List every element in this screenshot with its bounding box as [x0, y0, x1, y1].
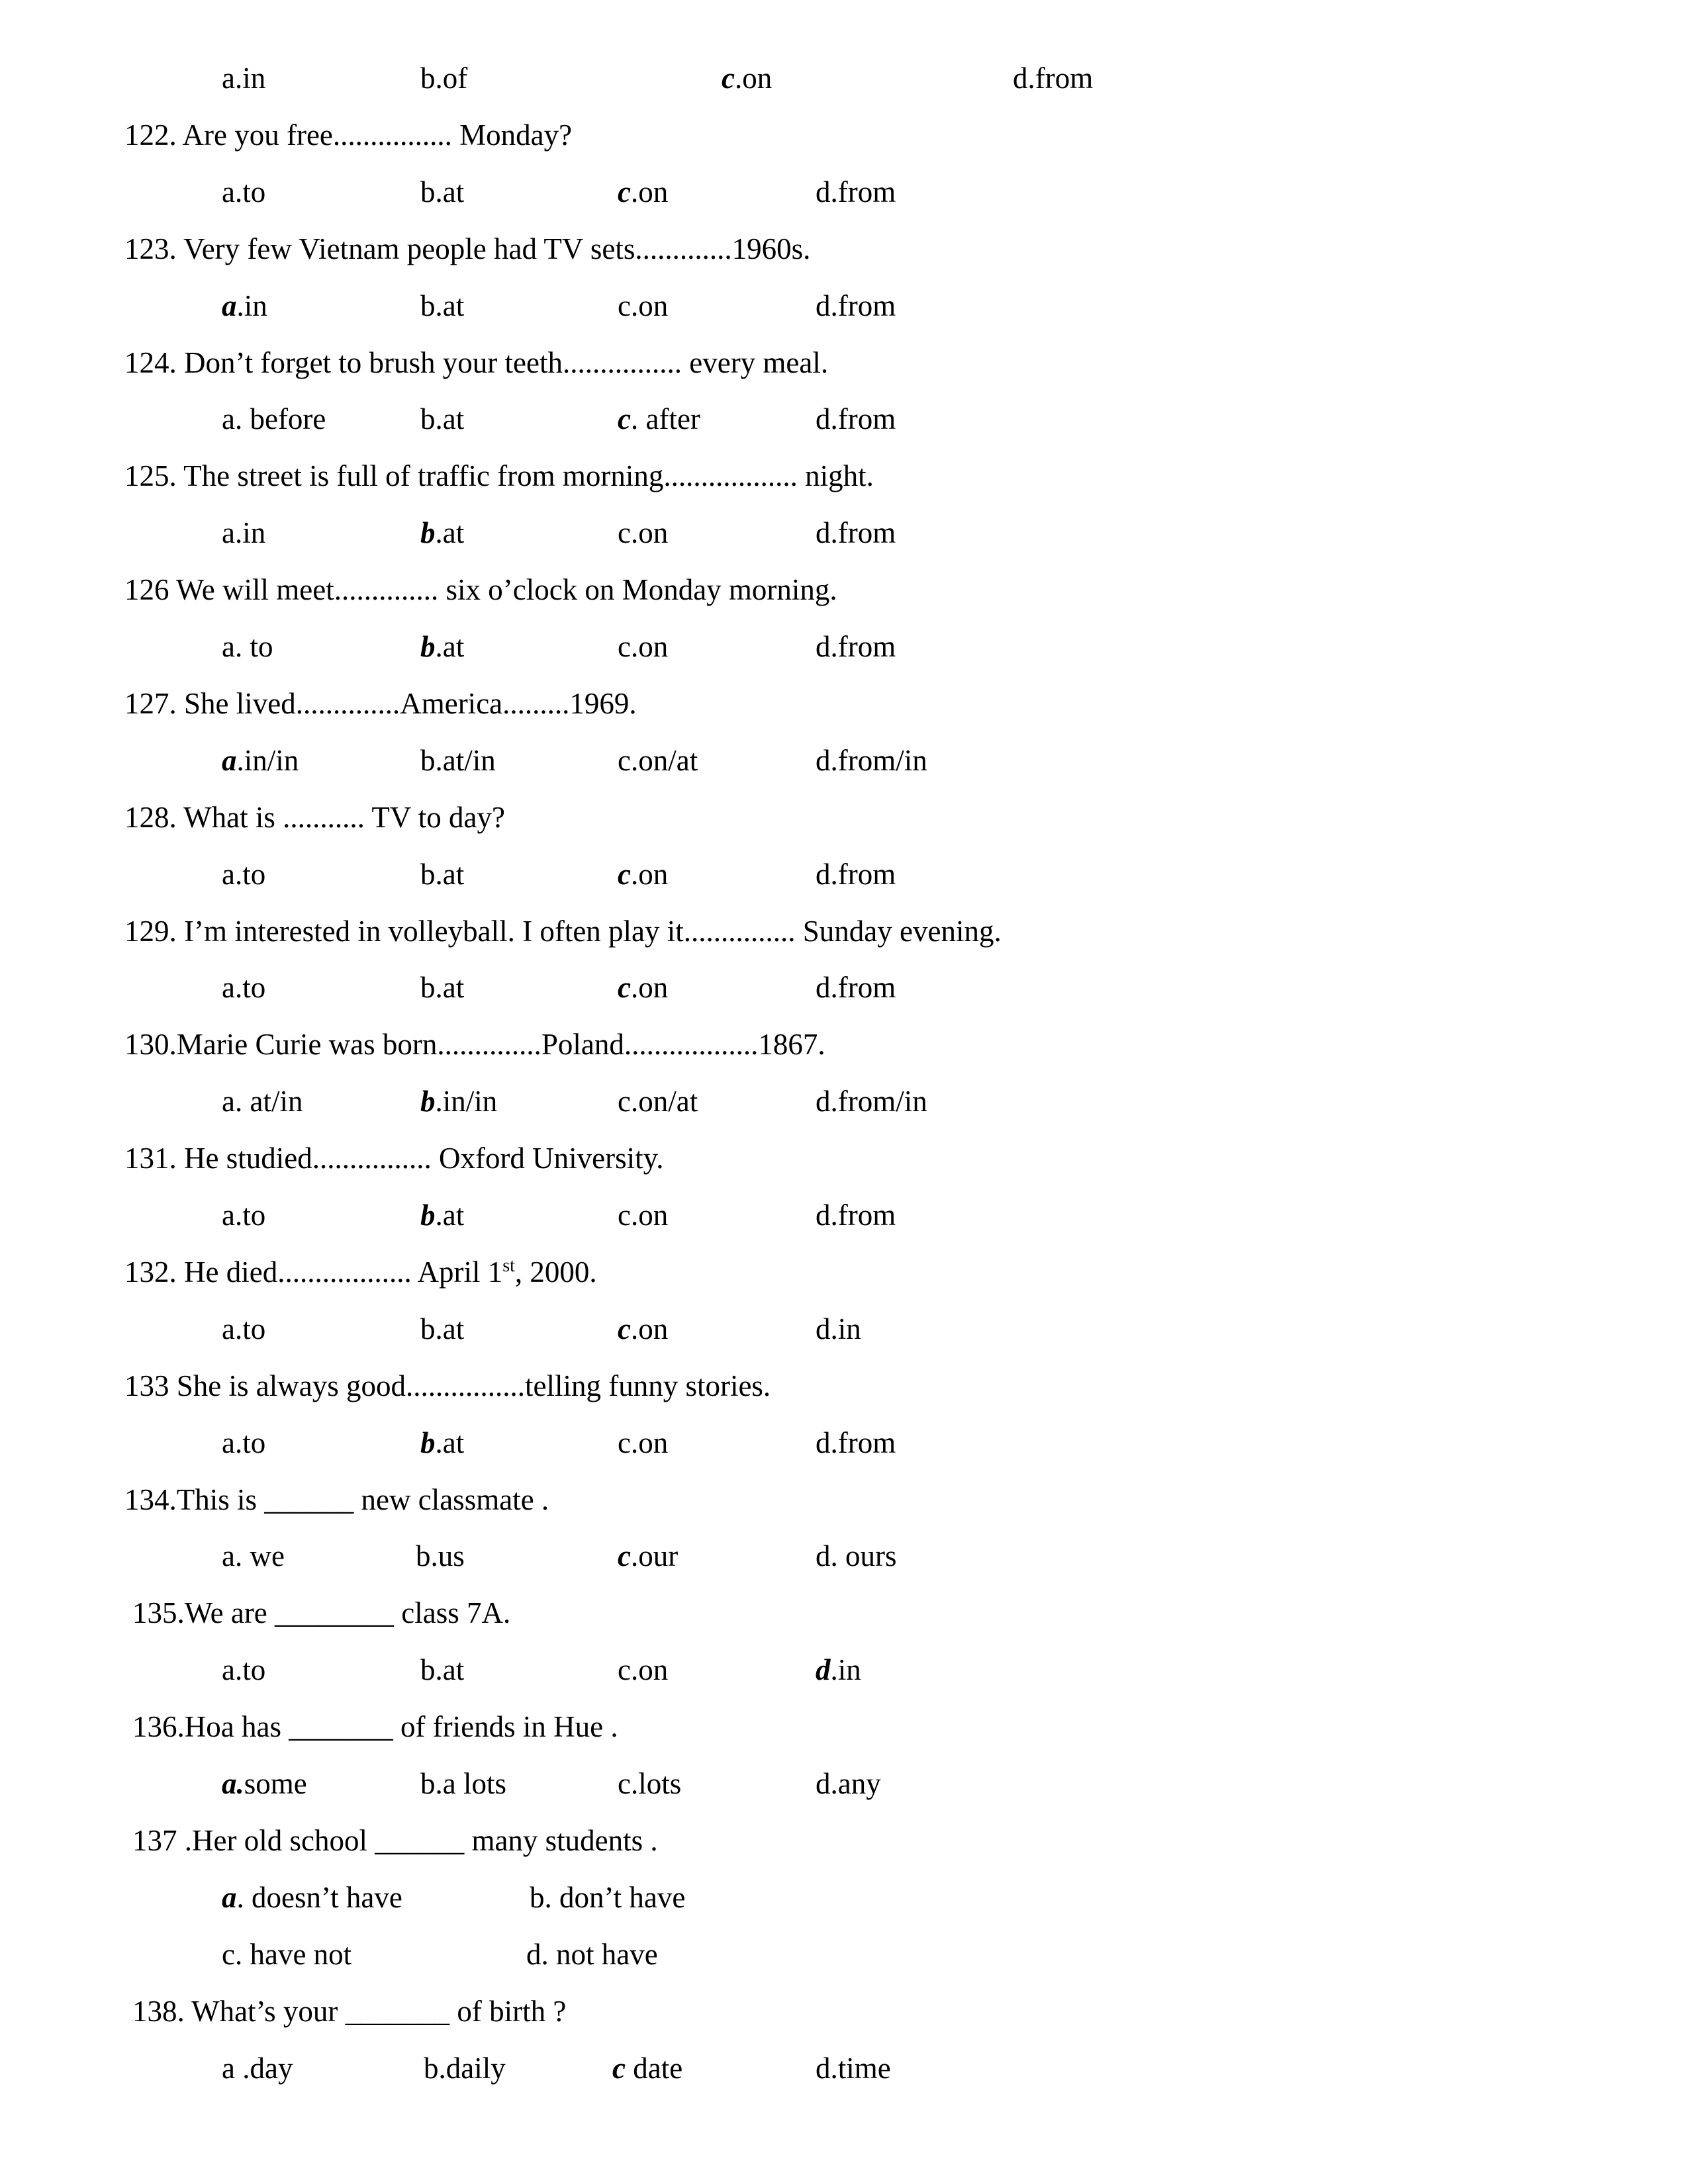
answer-option: b.at — [420, 1312, 465, 1345]
correct-answer-letter: c — [618, 971, 631, 1004]
answer-option: d.from — [816, 1199, 896, 1232]
question-text: 137 .Her old school ______ many students . — [132, 1824, 658, 1857]
answer-option: d.from — [816, 175, 896, 208]
correct-answer-letter: a — [222, 289, 237, 322]
correct-answer-letter: c — [722, 62, 735, 95]
correct-answer-letter: a — [222, 744, 237, 777]
question-text: 131. He studied................ Oxford University. — [124, 1142, 664, 1175]
answer-option: c.on — [618, 630, 669, 663]
answer-option: b.daily — [424, 2052, 506, 2085]
answer-option: d.from — [816, 516, 896, 549]
answer-option: d.from — [1013, 62, 1094, 95]
answer-option: b.us — [416, 1539, 465, 1572]
correct-answer-letter: c — [618, 1312, 631, 1345]
answer-option: c.our — [618, 1539, 679, 1572]
answer-option: a. doesn’t have — [222, 1881, 402, 1914]
correct-answer-letter: d — [816, 1653, 831, 1686]
answer-option: b.at — [420, 1426, 465, 1459]
answer-option: c.on — [618, 1312, 669, 1345]
answer-option: c. after — [618, 402, 700, 435]
question-text: 133 She is always good................telling funny stories. — [124, 1369, 771, 1402]
answer-option: d.in — [816, 1312, 861, 1345]
answer-option: c.lots — [618, 1767, 682, 1800]
answer-option: b.of — [420, 62, 468, 95]
superscript: st — [502, 1255, 515, 1276]
question-text: 129. I’m interested in volleyball. I often play it............... Sunday evening. — [124, 915, 1002, 948]
answer-option: b.at — [420, 1199, 465, 1232]
question-text: 123. Very few Vietnam people had TV sets.............1960s. — [124, 232, 811, 265]
question-text: 132. He died.................. April 1st, 2000. — [124, 1255, 597, 1289]
answer-option: a.to — [222, 858, 266, 891]
answer-option: c.on — [618, 516, 669, 549]
answer-option: b.at — [420, 1653, 465, 1686]
answer-option: c.on — [618, 858, 669, 891]
answer-option: a. we — [222, 1539, 285, 1572]
question-text: 134.This is ______ new classmate . — [124, 1483, 549, 1516]
question-text: 122. Are you free................ Monday? — [124, 118, 573, 152]
answer-option: b.at — [420, 516, 465, 549]
correct-answer-letter: b — [420, 1085, 436, 1118]
answer-option: c.on — [618, 1653, 669, 1686]
correct-answer-letter: b — [420, 630, 436, 663]
correct-answer-letter: b — [420, 1199, 436, 1232]
answer-option: c. have not — [222, 1938, 352, 1971]
answer-option: b.at — [420, 630, 465, 663]
answer-option: d.from — [816, 289, 896, 322]
question-text: 128. What is ........... TV to day? — [124, 801, 505, 834]
answer-option: b.at — [420, 289, 465, 322]
answer-option: d. ours — [816, 1539, 897, 1572]
answer-option: a.to — [222, 1199, 266, 1232]
answer-option: b.at — [420, 971, 465, 1004]
question-text: 135.We are ________ class 7A. — [132, 1596, 511, 1629]
correct-answer-letter: c — [618, 858, 631, 891]
answer-option: d.time — [816, 2052, 891, 2085]
answer-option: b.at/in — [420, 744, 496, 777]
answer-option: d.from — [816, 1426, 896, 1459]
answer-option: b. don’t have — [530, 1881, 686, 1914]
correct-answer-letter: c — [612, 2052, 626, 2085]
correct-answer-letter: c — [618, 175, 631, 208]
question-text: 124. Don’t forget to brush your teeth................ every meal. — [124, 346, 829, 379]
correct-answer-letter: c — [618, 1539, 631, 1572]
answer-option: a.in/in — [222, 744, 299, 777]
question-text: 126 We will meet.............. six o’clock on Monday morning. — [124, 573, 837, 606]
question-text: 138. What’s your _______ of birth ? — [132, 1995, 567, 2028]
correct-answer-letter: a — [222, 1881, 237, 1914]
answer-option: d.from — [816, 630, 896, 663]
answer-option: b.at — [420, 402, 465, 435]
question-text: 125. The street is full of traffic from morning.................. night. — [124, 459, 874, 492]
answer-option: d.in — [816, 1653, 861, 1686]
answer-option: c.on — [722, 62, 773, 95]
correct-answer-letter: b — [420, 1426, 436, 1459]
answer-option: d.from — [816, 971, 896, 1004]
question-text: 136.Hoa has _______ of friends in Hue . — [132, 1710, 618, 1743]
answer-option: a.in — [222, 289, 267, 322]
answer-option: c.on/at — [618, 744, 698, 777]
answer-option: c.on — [618, 1426, 669, 1459]
answer-option: c.on/at — [618, 1085, 698, 1118]
answer-option: a.some — [222, 1767, 307, 1800]
correct-answer-letter: c — [618, 402, 631, 435]
answer-option: d.from — [816, 402, 896, 435]
answer-option: c.on — [618, 971, 669, 1004]
answer-option: d.from — [816, 858, 896, 891]
answer-option: a.in — [222, 62, 266, 95]
answer-option: b.at — [420, 858, 465, 891]
answer-option: a.in — [222, 516, 266, 549]
answer-option: d. not have — [526, 1938, 658, 1971]
answer-option: b.a lots — [420, 1767, 506, 1800]
answer-option: a. at/in — [222, 1085, 303, 1118]
answer-option: a.to — [222, 1312, 266, 1345]
answer-option: a .day — [222, 2052, 293, 2085]
answer-option: c date — [612, 2052, 683, 2085]
question-text: 127. She lived..............America.........1969. — [124, 687, 637, 720]
correct-answer-letter: a. — [222, 1767, 244, 1800]
answer-option: c.on — [618, 175, 669, 208]
answer-option: b.at — [420, 175, 465, 208]
answer-option: d.any — [816, 1767, 881, 1800]
answer-option: c.on — [618, 1199, 669, 1232]
answer-option: a.to — [222, 175, 266, 208]
answer-option: d.from/in — [816, 744, 927, 777]
answer-option: b.in/in — [420, 1085, 498, 1118]
question-text: 130.Marie Curie was born..............Poland..................1867. — [124, 1028, 825, 1061]
answer-option: c.on — [618, 289, 669, 322]
answer-option: a. before — [222, 402, 326, 435]
answer-option: a. to — [222, 630, 273, 663]
answer-option: d.from/in — [816, 1085, 927, 1118]
answer-option: a.to — [222, 1426, 266, 1459]
correct-answer-letter: b — [420, 516, 436, 549]
answer-option: a.to — [222, 1653, 266, 1686]
answer-option: a.to — [222, 971, 266, 1004]
